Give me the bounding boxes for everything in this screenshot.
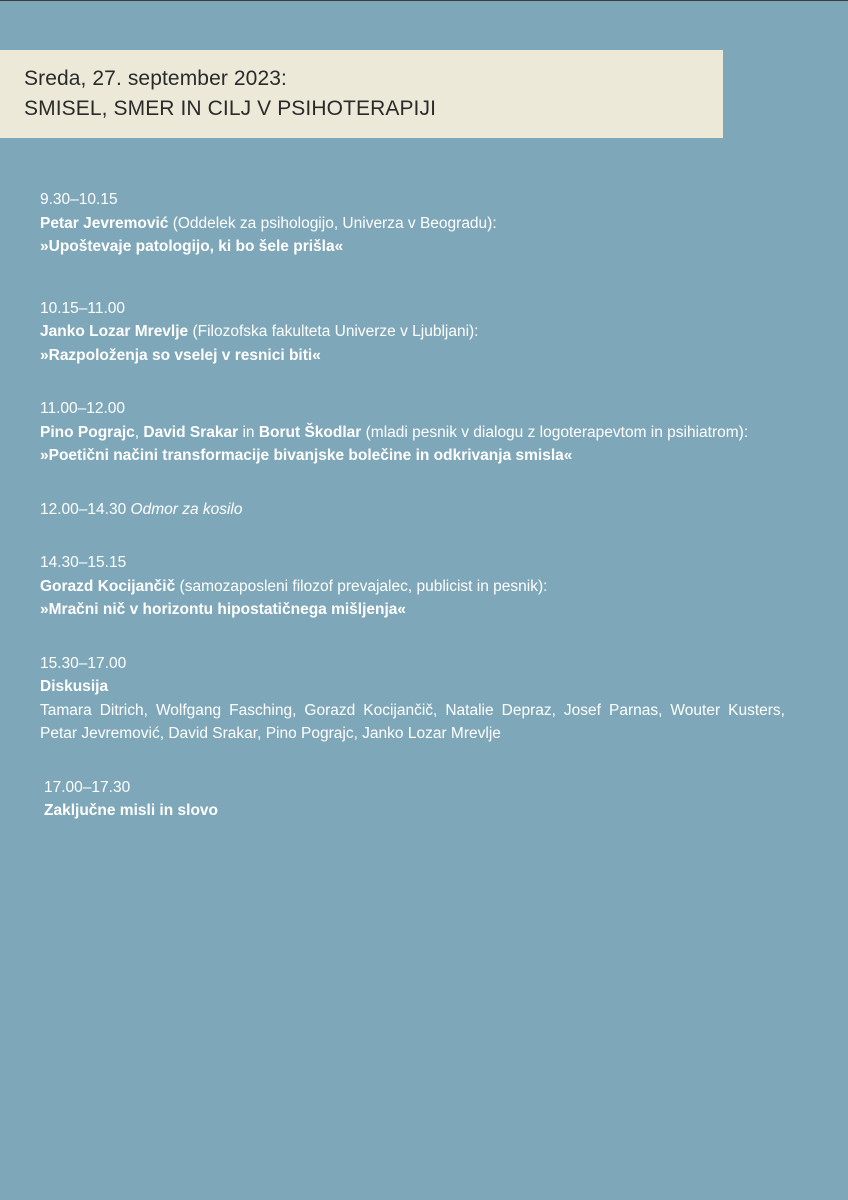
discussion-heading: Diskusija (40, 678, 109, 695)
talk-title: »Poetični načini transformacije bivanjske bolečine in odkrivanja smisla« (40, 447, 573, 464)
speaker-affiliation: (mladi pesnik v dialogu z logoterapevtom in psihiatrom): (361, 423, 749, 441)
session-item (40, 188, 785, 259)
session-speaker-line (40, 320, 785, 344)
speaker-name: Borut Škodlar (258, 423, 362, 441)
speaker-name: Pino Pograjc (40, 423, 135, 441)
session-time: 10.15–11.00 (40, 299, 126, 317)
session-item-discussion (40, 652, 785, 746)
discussion-participants: Tamara Ditrich, Wolfgang Fasching, Gorazd Kocijančič, Natalie Depraz, Josef Parnas, Wouter Kusters, Petar Jevremović, David Srakar, Pino Pograjc, Janko Lozar Mrevlje (40, 701, 785, 742)
session-time: 11.00–12.00 (40, 400, 126, 417)
speaker-separator: , (134, 423, 144, 441)
session-item-break (40, 498, 785, 522)
talk-title: »Upoštevaje patologijo, ki bo šele prišla« (40, 238, 344, 255)
session-speaker-line (40, 575, 785, 599)
header-title: SMISEL, SMER IN CILJ V PSIHOTERAPIJI (24, 97, 437, 120)
speaker-name: Petar Jevremović (40, 214, 169, 232)
header-date: Sreda, 27. september 2023: (24, 67, 287, 90)
session-time: 17.00–17.30 (44, 778, 131, 796)
speaker-name: Gorazd Kocijančič (40, 577, 176, 595)
program-list (40, 188, 785, 861)
closing-heading: Zaključne misli in slovo (44, 802, 218, 819)
speaker-affiliation: (samozaposleni filozof prevajalec, publicist in pesnik): (175, 577, 548, 595)
session-time: 9.30–10.15 (40, 191, 118, 208)
session-item-closing (40, 776, 785, 823)
speaker-name: David Srakar (143, 423, 239, 441)
session-time: 15.30–17.00 (40, 654, 127, 672)
talk-title: »Mračni nič v horizontu hipostatičnega mišljenja« (40, 601, 407, 618)
talk-title: »Razpoloženja so vselej v resnici biti« (40, 346, 321, 364)
session-speaker-line (40, 212, 785, 236)
speaker-affiliation: (Oddelek za psihologijo, Univerza v Beogradu): (168, 214, 497, 232)
session-time: 12.00–14.30 (40, 500, 127, 518)
session-item (40, 397, 785, 468)
header-box (0, 50, 723, 138)
speaker-affiliation: (Filozofska fakulteta Univerze v Ljubljani): (188, 323, 479, 340)
session-time: 14.30–15.15 (40, 554, 127, 571)
session-item (40, 297, 785, 368)
session-item (40, 551, 785, 622)
top-border-line (0, 0, 848, 1)
break-note: Odmor za kosilo (130, 500, 243, 518)
speaker-name: Janko Lozar Mrevlje (40, 323, 189, 340)
speaker-separator: in (238, 423, 259, 441)
session-speaker-line (40, 421, 785, 445)
